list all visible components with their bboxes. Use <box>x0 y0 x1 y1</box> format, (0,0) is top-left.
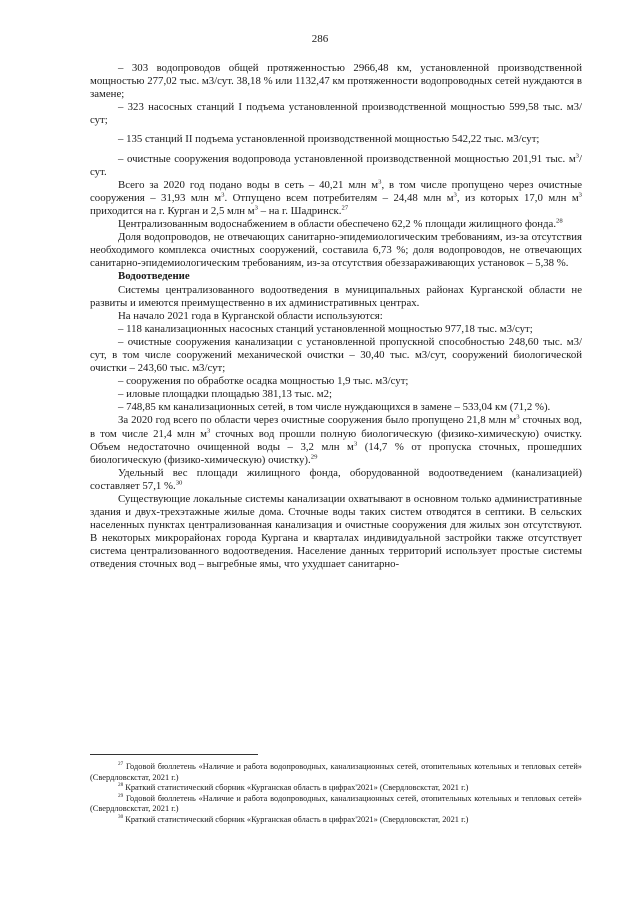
main-text <box>90 62 582 572</box>
paragraph: – 303 водопроводов общей протяженностью 2966,48 км, установленной производственной мощностью 277,02 тыс. м3/сут. 38,18 % или 1132,47 км протяженности водопроводных сетей нуждаются в замене; <box>90 62 582 101</box>
paragraph: – 323 насосных станций I подъема установленной производственной мощностью 599,58 тыс. м3/сут; <box>90 101 582 127</box>
footnote: $^{30}$ Краткий статистический сборник «Курганская область в цифрах'2021» (Свердловскстат, 2021 г.) <box>118 814 469 824</box>
paragraph: Удельный вес площади жилищного фонда, оборудованной водоотведением (канализацией) составляет 57,1 %.$^{30}$ <box>90 466 582 492</box>
page-number: 286 <box>311 33 329 45</box>
paragraph: Централизованным водоснабжением в области обеспечено 62,2 % площади жилищного фонда.$^{28}$ <box>118 217 563 231</box>
paragraph: Системы централизованного водоотведения в муниципальных районах Курганской области не развиты и имеются преимущественно в их административных центрах. <box>90 283 582 309</box>
paragraph: – 748,85 км канализационных сетей, в том числе нуждающихся в замене – 533,04 км (71,2 %). <box>118 401 551 414</box>
paragraph: За 2020 год всего по области через очистные сооружения было пропущено 21,8 млн $м^3$ сточных вод, в том числе 21,4 млн $м^3$ сточных вод прошли полную биологическую (физико-химическую) очистку. Объем недостаточно очищенной воды – 3,2 млн $м^3$ (14,7 % от пропуска сточных, прошедших биологическую (физико-химическую) очистку).$^{29}$ <box>90 413 583 466</box>
paragraph: На начало 2021 года в Курганской области используются: <box>118 309 383 322</box>
footnote-separator <box>90 754 258 755</box>
paragraph: – сооружения по обработке осадка мощностью 1,9 тыс. м3/сут; <box>118 375 409 388</box>
paragraph: Всего за 2020 год подано воды в сеть – 40,21 млн $м^3$, в том числе пропущено через очистные сооружения – 31,93 млн $м^3$. Отпущено всем потребителям – 24,48 млн $м^3$, из которых 17,0 млн $м^3$ приходится на г. Курган и 2,5 млн $м^3$ – на г. Шадринск.$^{27}$ <box>90 178 583 217</box>
paragraph: Существующие локальные системы канализации охватывают в основном только административные здания и двух-трехэтажные жилые дома. Сточные воды таких систем отводятся в септики. В сельских населенных пунктах централизованная канализация и очистные сооружения для жилых зон отсутствуют. В некоторых микрорайонах города Кургана и кварталах индивидуальной застройки также отсутствует система централизованного водоотведения. Население данных территорий использует простые системы отведения сточных вод – выгребные ямы, что ухудшает санитарно- <box>90 493 582 571</box>
paragraph: – очистные сооружения водопровода установленной производственной мощностью 201,91 тыс. $м^3$/сут. <box>90 151 582 178</box>
footnote: $^{27}$ Годовой бюллетень «Наличие и работа водопроводных, канализационных сетей, отопительных котельных и тепловых сетей» (Свердловскстат, 2021 г.) <box>90 761 582 782</box>
paragraph: – 135 станций II подъема установленной производственной мощностью 542,22 тыс. м3/сут; <box>118 133 540 146</box>
paragraph: Доля водопроводов, не отвечающих санитарно-эпидемиологическим требованиям, из-за отсутствия необходимого комплекса очистных сооружений, составила 6,73 %; доля водопроводов, не отвечающих санитарно-эпидемиологическим требованиям, из-за отсутствия обеззараживающих установок – 5,38 %. <box>90 231 582 270</box>
section-heading: Водоотведение <box>118 270 190 283</box>
paragraph: – иловые площадки площадью 381,13 тыс. м2; <box>118 388 333 401</box>
paragraph: – 118 канализационных насосных станций установленной мощностью 977,18 тыс. м3/сут; <box>118 322 533 335</box>
footnotes <box>90 762 582 826</box>
footnote: $^{28}$ Краткий статистический сборник «Курганская область в цифрах'2021» (Свердловскстат, 2021 г.) <box>118 782 469 793</box>
paragraph: – очистные сооружения канализации с установленной пропускной способностью 248,60 тыс. м3/сут, в том числе сооружений механической очистки – 30,40 тыс. м3/сут, сооружений биологической очистки – 243,60 тыс. м3/сут; <box>90 335 582 375</box>
footnote: $^{29}$ Годовой бюллетень «Наличие и работа водопроводных, канализационных сетей, отопительных котельных и тепловых сетей» (Свердловскстат, 2021 г.) <box>90 792 582 814</box>
